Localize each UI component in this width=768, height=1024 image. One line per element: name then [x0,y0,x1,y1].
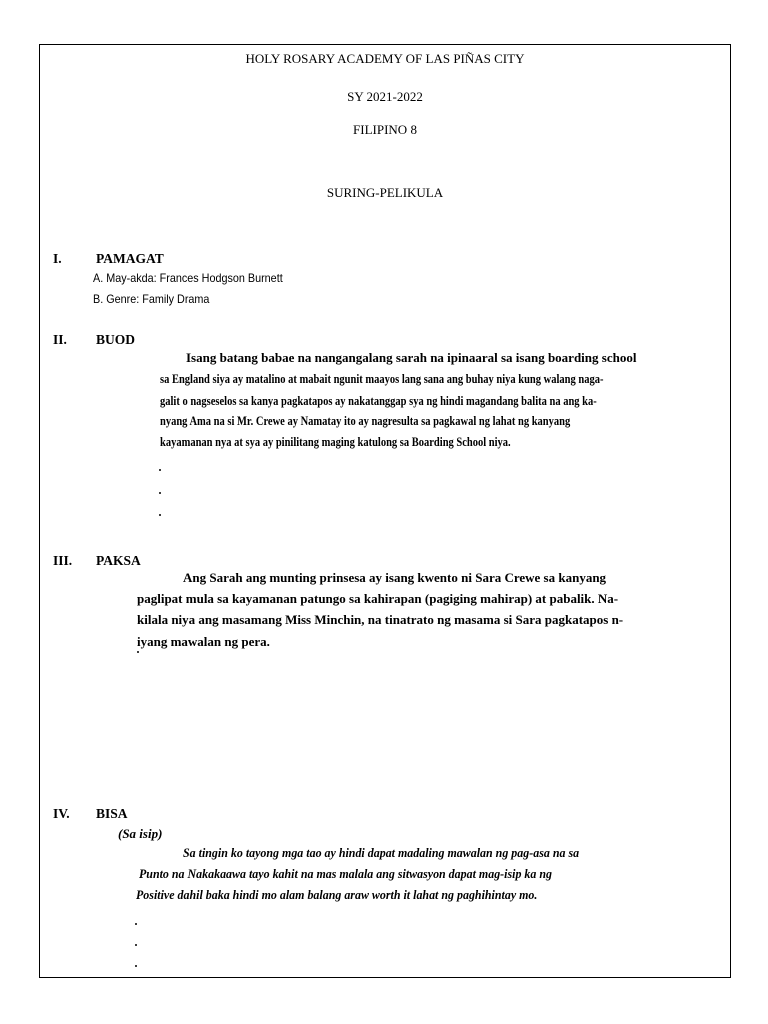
section-4-numeral: IV. [53,806,70,821]
bullet-dot [137,651,139,653]
section-3-numeral: III. [53,553,73,568]
bullet-dot [135,923,137,925]
paksa-line-1: Ang Sarah ang munting prinsesa ay isang kwento ni Sara Crewe sa kanyang [183,570,607,585]
document-title: SURING-PELIKULA [326,185,444,200]
bullet-dot [135,965,137,967]
bullet-dot [135,944,137,946]
section-2-title: BUOD [96,332,136,347]
subject: FILIPINO 8 [353,122,417,137]
paksa-line-4: iyang mawalan ng pera. [137,634,270,649]
buod-line-3: galit o nagseselos sa kanya pagkatapos ay nakatanggap sya ng hindi magandang balita na ang ka- [160,394,597,408]
genre-line: B. Genre: Family Drama [93,292,210,306]
bisa-line-3: Positive dahil baka hindi mo alam balang araw worth it lahat ng paghihintay mo. [136,887,538,902]
school-year: SY 2021-2022 [347,89,423,104]
bisa-line-1: Sa tingin ko tayong mga tao ay hindi dapat madaling mawalan ng pag-asa na sa [183,845,580,860]
buod-line-5: kayamanan nya at sya ay pinilitang maging katulong sa Boarding School niya. [160,435,511,449]
bullet-dot [159,492,161,494]
buod-line-2: sa England siya ay matalino at mabait ngunit maayos lang sana ang buhay niya kung walang naga- [160,372,604,386]
section-2-numeral: II. [53,332,67,347]
author-line: A. May-akda: Frances Hodgson Burnett [93,271,283,285]
paksa-line-2: paglipat mula sa kayamanan patungo sa kahirapan (pagiging mahirap) at pabalik. Na- [137,591,619,606]
buod-line-1: Isang batang babae na nangangalang sarah na ipinaaral sa isang boarding school [186,350,637,365]
section-3-title: PAKSA [96,553,141,568]
section-1-numeral: I. [53,251,62,266]
bisa-subtitle: (Sa isip) [118,826,163,841]
bisa-line-2: Punto na Nakakaawa tayo kahit na mas malala ang sitwasyon dapat mag-isip ka ng [139,866,553,881]
bullet-dot [159,469,161,471]
buod-line-4: nyang Ama na si Mr. Crewe ay Namatay ito ay nagresulta sa pagkawal ng lahat ng kanyang [160,414,571,428]
section-4-title: BISA [96,806,128,821]
section-1-title: PAMAGAT [96,251,164,266]
paksa-line-3: kilala niya ang masamang Miss Minchin, na tinatrato ng masama si Sara pagkatapos n- [137,612,624,627]
school-name: HOLY ROSARY ACADEMY OF LAS PIÑAS CITY [245,51,525,66]
bullet-dot [159,514,161,516]
